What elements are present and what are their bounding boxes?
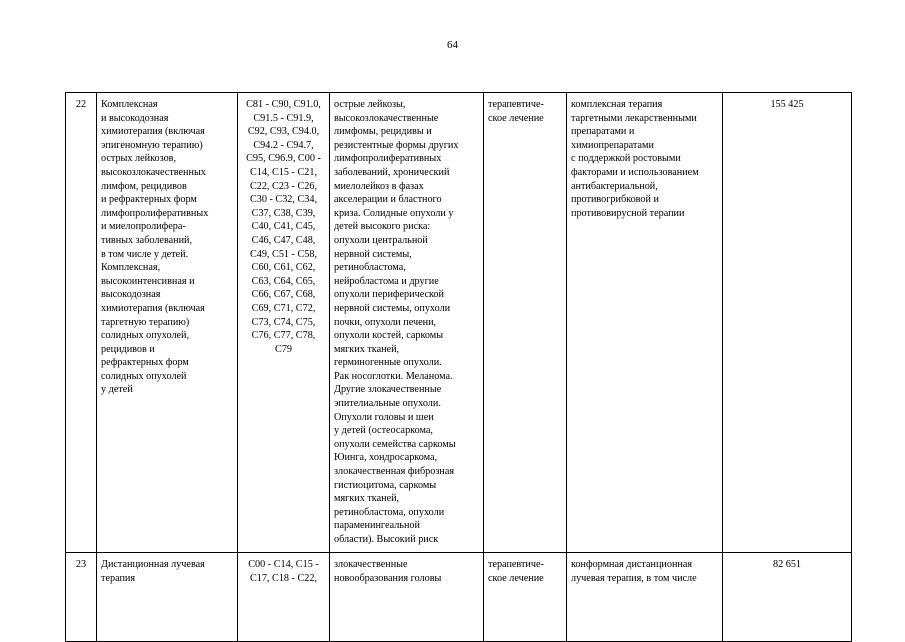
treatment-method-cell: комплексная терапия таргетными лекарственными препаратами и химиопрепаратами с поддержкой ростовыми факторами и использованием антибактериальной, противогрибковой и противовирусной терапии [567,93,723,553]
cost-cell: 155 425 [723,93,852,553]
treatment-type-cell: терапевтиче- ское лечение [484,93,567,553]
row-number: 22 [66,93,97,553]
row-number: 23 [66,553,97,642]
cost-cell: 82 651 [723,553,852,642]
icd-codes-cell: C00 - C14, C15 - C17, C18 - C22, [238,553,330,642]
patient-model-cell: острые лейкозы, высокозлокачественные лимфомы, рецидивы и резистентные формы других лимфопролиферативных заболеваний, хронический миелолейкоз в фазах акселерации и бластного криза. Солидные опухоли у детей высокого риска: опухоли центральной нервной системы, ретинобластома, нейробластома и другие опухоли периферической нервной системы, опухоли почки, опухоли печени, опухоли костей, саркомы мягких тканей, герминогенные опухоли. Рак носоглотки. Меланома. Другие злокачественные эпителиальные опухоли. Опухоли головы и шеи у детей (остеосаркома, опухоли семейства саркомы Юинга, хондросаркома, злокачественная фиброзная гистиоцитома, саркомы мягких тканей, ретинобластома, опухоли параменингеальной области). Высокий риск [330,93,484,553]
icd-codes-cell: C81 - C90, C91.0, C91.5 - C91.9, C92, C93, C94.0, C94.2 - C94.7, C95, C96.9, C00 - C14, C15 - C21, C22, C23 - C26, C30 - C32, C34, C37, C38, C39, C40, C41, C45, C46, C47, C48, C49, C51 - C58, C60, C61, C62, C63, C64, C65, C66, C67, C68, C69, C71, C72, C73, C74, C75, C76, C77, C78, C79 [238,93,330,553]
medical-care-table [65,92,852,642]
table-row [66,553,852,642]
page-number: 64 [447,39,458,51]
table-row [66,93,852,553]
care-type-cell: Комплексная и высокодозная химиотерапия (включая эпигеномную терапию) острых лейкозов, высокозлокачественных лимфом, рецидивов и рефрактерных форм лимфопролиферативных и миелопролифера- тивных заболеваний, в том числе у детей. Комплексная, высокоинтенсивная и высокодозная химиотерапия (включая таргетную терапию) солидных опухолей, рецидивов и рефрактерных форм солидных опухолей у детей [97,93,238,553]
care-type-cell: Дистанционная лучевая терапия [97,553,238,642]
patient-model-cell: злокачественные новообразования головы [330,553,484,642]
treatment-method-cell: конформная дистанционная лучевая терапия, в том числе [567,553,723,642]
treatment-type-cell: терапевтиче- ское лечение [484,553,567,642]
